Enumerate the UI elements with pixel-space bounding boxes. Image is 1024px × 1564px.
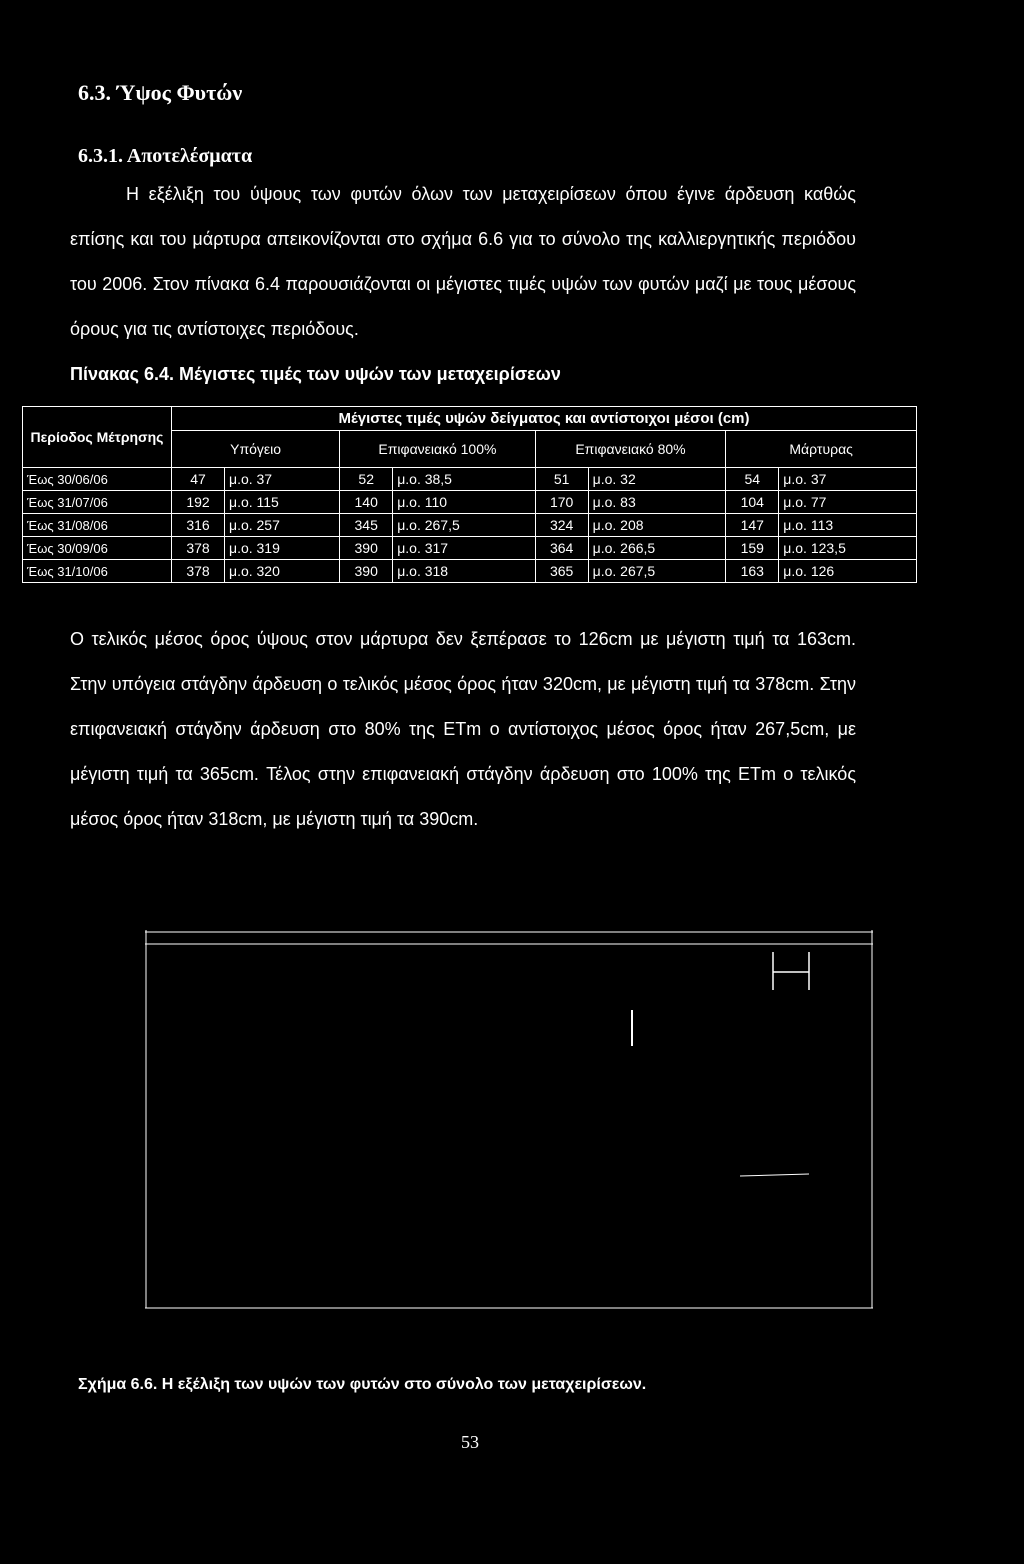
max-value-cell: 378 <box>172 537 225 560</box>
group-header: Μέγιστες τιμές υψών δείγματος και αντίστοιχοι μέσοι (cm) <box>172 407 917 431</box>
section-heading: 6.3. Ύψος Φυτών <box>78 80 243 105</box>
max-heights-table <box>22 406 917 583</box>
mean-value-cell: μ.ο. 267,5 <box>588 560 726 583</box>
max-value-cell: 365 <box>535 560 588 583</box>
mean-value-cell: μ.ο. 38,5 <box>393 468 535 491</box>
mean-value-cell: μ.ο. 320 <box>225 560 340 583</box>
max-value-cell: 159 <box>726 537 779 560</box>
plant-height-figure <box>145 930 873 1310</box>
mean-value-cell: μ.ο. 267,5 <box>393 514 535 537</box>
mean-value-cell: μ.ο. 123,5 <box>779 537 917 560</box>
mean-value-cell: μ.ο. 77 <box>779 491 917 514</box>
mean-value-cell: μ.ο. 318 <box>393 560 535 583</box>
mean-value-cell: μ.ο. 113 <box>779 514 917 537</box>
table-row <box>23 491 917 514</box>
mean-value-cell: μ.ο. 32 <box>588 468 726 491</box>
max-value-cell: 140 <box>340 491 393 514</box>
max-value-cell: 47 <box>172 468 225 491</box>
table-row <box>23 468 917 491</box>
max-value-cell: 104 <box>726 491 779 514</box>
mean-value-cell: μ.ο. 257 <box>225 514 340 537</box>
max-value-cell: 54 <box>726 468 779 491</box>
max-value-cell: 147 <box>726 514 779 537</box>
mean-value-cell: μ.ο. 110 <box>393 491 535 514</box>
period-cell: Έως 30/06/06 <box>23 468 172 491</box>
max-value-cell: 390 <box>340 537 393 560</box>
figure-caption: Σχήμα 6.6. Η εξέλιξη των υψών των φυτών στο σύνολο των μεταχειρίσεων. <box>78 1376 647 1393</box>
mean-value-cell: μ.ο. 208 <box>588 514 726 537</box>
max-value-cell: 316 <box>172 514 225 537</box>
mean-value-cell: μ.ο. 83 <box>588 491 726 514</box>
max-value-cell: 51 <box>535 468 588 491</box>
column-header: Υπόγειο <box>172 431 340 468</box>
max-value-cell: 192 <box>172 491 225 514</box>
table-row <box>23 560 917 583</box>
mean-value-cell: μ.ο. 37 <box>225 468 340 491</box>
error-bar <box>773 952 809 990</box>
mean-value-cell: μ.ο. 319 <box>225 537 340 560</box>
max-value-cell: 163 <box>726 560 779 583</box>
intro-paragraph: Η εξέλιξη του ύψους των φυτών όλων των μεταχειρίσεων όπου έγινε άρδευση καθώς επίσης και του μάρτυρα απεικονίζονται στο σχήμα 6.6 για το σύνολο της καλλιεργητικής περιόδου του 2006. Στον πίνακα 6.4 παρουσιάζονται οι μέγιστες τιμές υψών των φυτών μαζί με τους μέσους όρους για τις αντίστοιχες περιόδους. <box>70 184 856 339</box>
period-header: Περίοδος Μέτρησης <box>23 407 172 468</box>
mean-value-cell: μ.ο. 317 <box>393 537 535 560</box>
mean-value-cell: μ.ο. 126 <box>779 560 917 583</box>
series-line <box>740 1174 809 1176</box>
max-value-cell: 324 <box>535 514 588 537</box>
max-value-cell: 345 <box>340 514 393 537</box>
period-cell: Έως 31/08/06 <box>23 514 172 537</box>
period-cell: Έως 31/10/06 <box>23 560 172 583</box>
table-row <box>23 537 917 560</box>
results-paragraph: Ο τελικός μέσος όρος ύψους στον μάρτυρα δεν ξεπέρασε το 126cm με μέγιστη τιμή τα 163cm. Στην υπόγεια στάγδην άρδευση ο τελικός μέσος όρος ήταν 320cm, με μέγιστη τιμή τα 378cm. Στην επιφανειακή στάγδην άρδευση στο 80% της ETm ο αντίστοιχος μέσος όρος ήταν 267,5cm, με μέγιστη τιμή τα 365cm. Τέλος στην επιφανειακή στάγδην άρδευση στο 100% της ETm ο τελικός μέσος όρος ήταν 318cm, με μέγιστη τιμή τα 390cm. <box>70 629 856 829</box>
column-header: Επιφανειακό 100% <box>340 431 535 468</box>
table-body <box>23 468 917 583</box>
table-caption: Πίνακας 6.4. Μέγιστες τιμές των υψών των μεταχειρίσεων <box>70 364 561 384</box>
max-value-cell: 52 <box>340 468 393 491</box>
max-value-cell: 390 <box>340 560 393 583</box>
period-cell: Έως 31/07/06 <box>23 491 172 514</box>
table-row <box>23 514 917 537</box>
column-header: Επιφανειακό 80% <box>535 431 726 468</box>
table-header-row <box>23 407 917 431</box>
period-cell: Έως 30/09/06 <box>23 537 172 560</box>
max-value-cell: 378 <box>172 560 225 583</box>
page-number: 53 <box>461 1432 479 1452</box>
mean-value-cell: μ.ο. 37 <box>779 468 917 491</box>
max-value-cell: 170 <box>535 491 588 514</box>
column-header: Μάρτυρας <box>726 431 917 468</box>
max-value-cell: 364 <box>535 537 588 560</box>
mean-value-cell: μ.ο. 266,5 <box>588 537 726 560</box>
mean-value-cell: μ.ο. 115 <box>225 491 340 514</box>
subsection-heading: 6.3.1. Αποτελέσματα <box>78 145 253 167</box>
